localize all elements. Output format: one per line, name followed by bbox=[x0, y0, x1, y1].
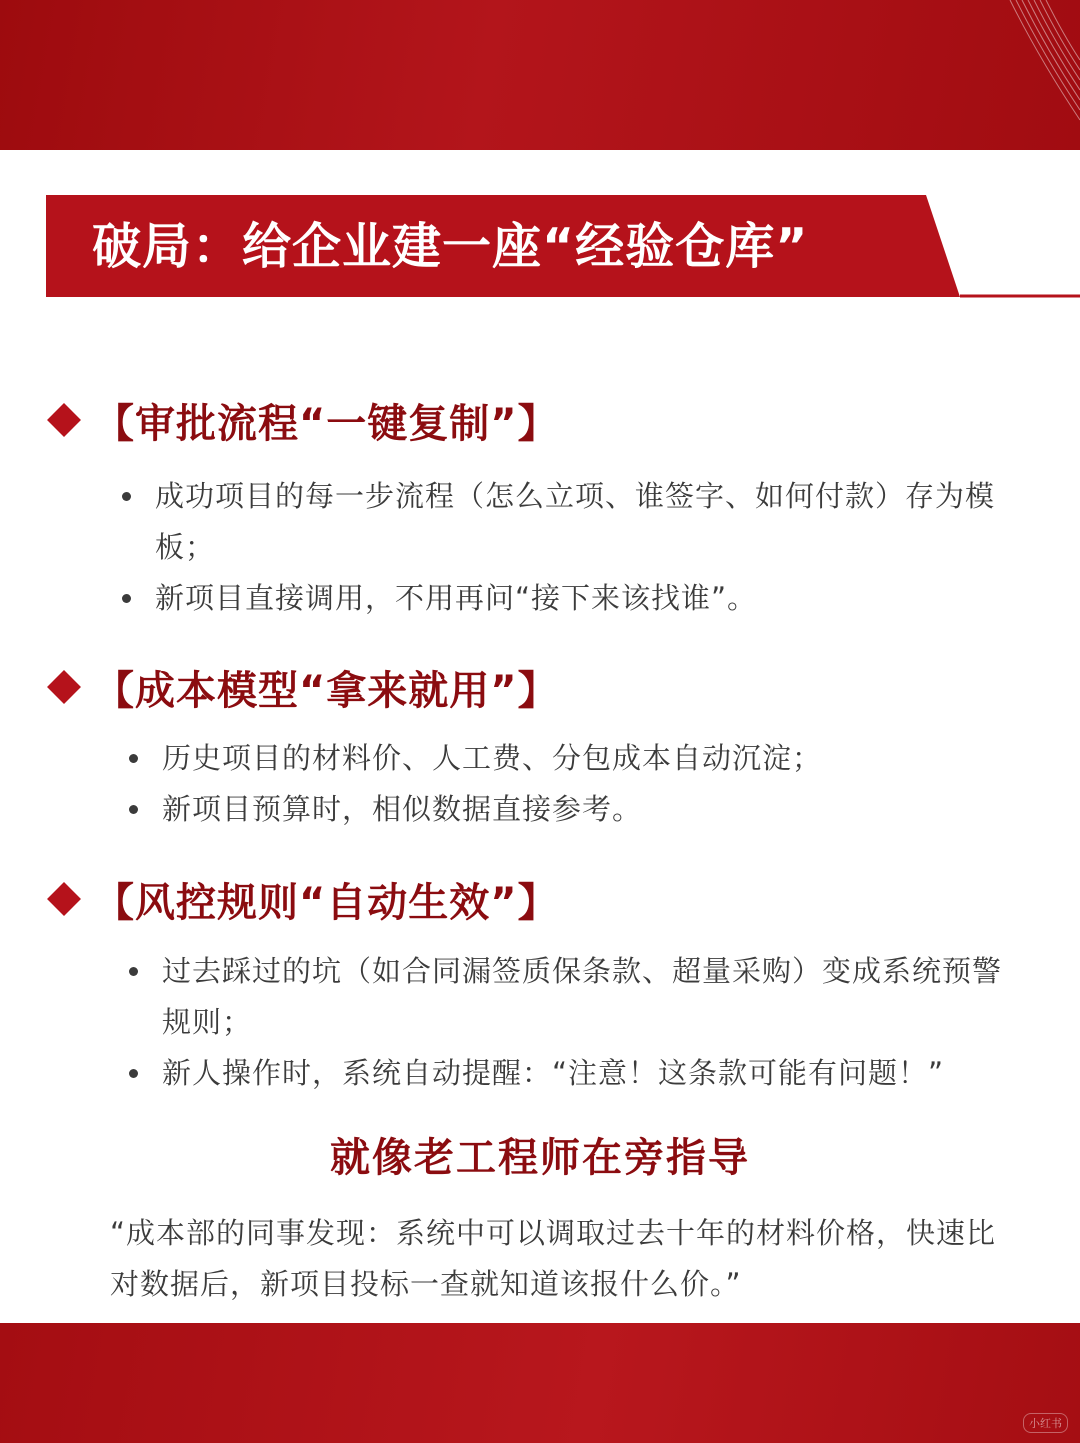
list-item-text: 历史项目的材料价、人工费、分包成本自动沉淀； bbox=[162, 741, 823, 775]
section-heading-text: 【风控规则“自动生效”】 bbox=[94, 879, 559, 926]
section-heading-risk bbox=[46, 874, 559, 924]
list-item-text: 新项目预算时，相似数据直接参考。 bbox=[162, 792, 643, 826]
bullet-list-cost bbox=[162, 733, 1022, 835]
diamond-icon bbox=[47, 882, 81, 916]
bullet-dot bbox=[129, 805, 138, 814]
list-item-text: 成功项目的每一步流程（怎么立项、谁签字、如何付款）存为模板； bbox=[155, 479, 996, 564]
closing-heading: 就像老工程师在旁指导 bbox=[330, 1135, 750, 1181]
title-banner bbox=[46, 195, 1080, 300]
section-heading-approval bbox=[46, 395, 559, 445]
page-title: 破局：给企业建一座“经验仓库” bbox=[92, 218, 809, 275]
bullet-list-approval bbox=[155, 471, 1025, 624]
bullet-dot bbox=[129, 1069, 138, 1078]
section-heading-cost bbox=[46, 662, 559, 712]
list-item bbox=[155, 471, 1025, 573]
top-red-band bbox=[0, 0, 1080, 150]
diamond-icon bbox=[47, 403, 81, 437]
list-item bbox=[162, 1048, 1022, 1099]
list-item bbox=[162, 946, 1022, 1048]
list-item-text: 新项目直接调用，不用再问“接下来该找谁”。 bbox=[155, 581, 758, 615]
section-heading-text: 【成本模型“拿来就用”】 bbox=[94, 667, 559, 714]
bullet-dot bbox=[129, 967, 138, 976]
bullet-dot bbox=[129, 754, 138, 763]
quote-text: “成本部的同事发现：系统中可以调取过去十年的材料价格，快速比对数据后，新项目投标一查就知道该报什么价。” bbox=[110, 1216, 997, 1301]
bullet-dot bbox=[122, 594, 131, 603]
list-item bbox=[155, 573, 1025, 624]
bottom-red-band bbox=[0, 1323, 1080, 1443]
diamond-icon bbox=[47, 670, 81, 704]
list-item bbox=[162, 784, 1022, 835]
watermark: 小红书 bbox=[1023, 1413, 1068, 1433]
decorative-lines bbox=[1000, 0, 1080, 150]
list-item bbox=[162, 733, 1022, 784]
list-item-text: 新人操作时，系统自动提醒：“注意！这条款可能有问题！” bbox=[162, 1056, 945, 1090]
list-item-text: 过去踩过的坑（如合同漏签质保条款、超量采购）变成系统预警规则； bbox=[162, 954, 1003, 1039]
section-heading-text: 【审批流程“一键复制”】 bbox=[94, 400, 559, 447]
bullet-list-risk bbox=[162, 946, 1022, 1099]
bullet-dot bbox=[122, 492, 131, 501]
